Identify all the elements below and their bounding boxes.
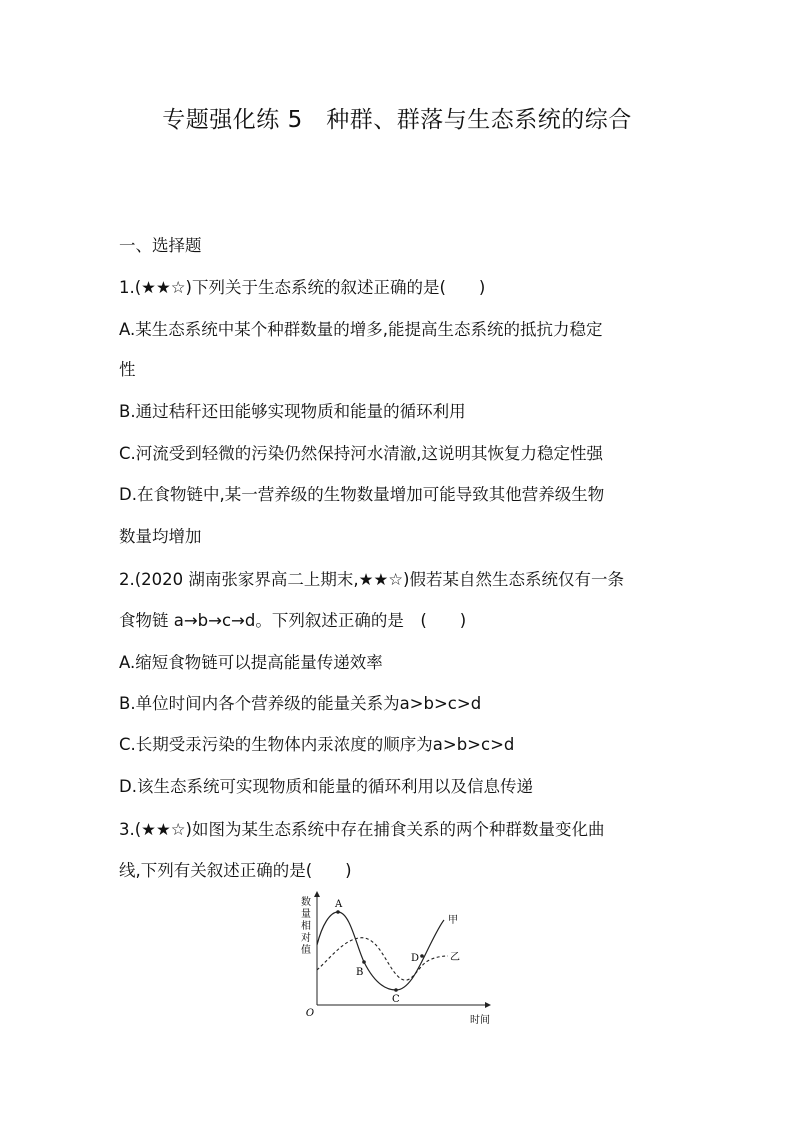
y-axis-label-char: 对 (301, 933, 311, 944)
y-axis-label-char: 数 (301, 897, 311, 908)
point-c-marker (394, 988, 398, 992)
series-yi-label: 乙 (450, 952, 460, 963)
series-yi-curve (317, 938, 448, 980)
question-1-option-b: B.通过秸秆还田能够实现物质和能量的循环利用 (119, 402, 466, 421)
y-axis-label-char: 值 (301, 945, 311, 956)
series-jia-label: 甲 (448, 915, 458, 926)
question-1-option-a: A.某生态系统中某个种群数量的增多,能提高生态系统的抵抗力稳定 (119, 320, 603, 339)
question-3-stem-cont: 线,下列有关叙述正确的是( ) (119, 861, 352, 880)
point-d-label: D (411, 953, 420, 964)
page-title: 专题强化练 5 种群、群落与生态系统的综合 (162, 107, 632, 133)
question-2-option-b: B.单位时间内各个营养级的能量关系为a>b>c>d (119, 694, 482, 713)
question-1-stem: 1.(★★☆)下列关于生态系统的叙述正确的是( ) (119, 278, 486, 297)
origin-label: O (305, 1008, 315, 1019)
series-jia-curve (317, 912, 444, 990)
point-b-label: B (356, 967, 364, 978)
y-axis-label-char: 相 (301, 921, 311, 932)
point-d-marker (420, 954, 424, 958)
point-b-marker (362, 960, 366, 964)
question-1-option-d-cont: 数量均增加 (119, 527, 202, 546)
y-axis-label-char: 量 (301, 909, 311, 920)
population-curve-figure (290, 890, 500, 1030)
section-heading: 一、选择题 (119, 236, 202, 255)
question-2-option-d: D.该生态系统可实现物质和能量的循环利用以及信息传递 (119, 777, 533, 796)
question-1-option-c: C.河流受到轻微的污染仍然保持河水清澈,这说明其恢复力稳定性强 (119, 444, 604, 463)
question-1-option-d: D.在食物链中,某一营养级的生物数量增加可能导致其他营养级生物 (119, 485, 605, 504)
question-2-stem: 2.(2020 湖南张家界高二上期末,★★☆)假若某自然生态系统仅有一条 (119, 570, 624, 589)
question-2-stem-cont: 食物链 a→b→c→d。下列叙述正确的是 ( ) (119, 611, 467, 630)
question-2-option-c: C.长期受汞污染的生物体内汞浓度的顺序为a>b>c>d (119, 735, 515, 754)
point-c-label: C (392, 994, 400, 1005)
question-2-option-a: A.缩短食物链可以提高能量传递效率 (119, 653, 383, 672)
question-1-option-a-cont: 性 (119, 360, 136, 379)
x-axis-label: 时间 (470, 1015, 490, 1026)
point-a-marker (336, 910, 340, 914)
point-a-label: A (335, 899, 343, 910)
question-3-stem: 3.(★★☆)如图为某生态系统中存在捕食关系的两个种群数量变化曲 (119, 820, 605, 839)
